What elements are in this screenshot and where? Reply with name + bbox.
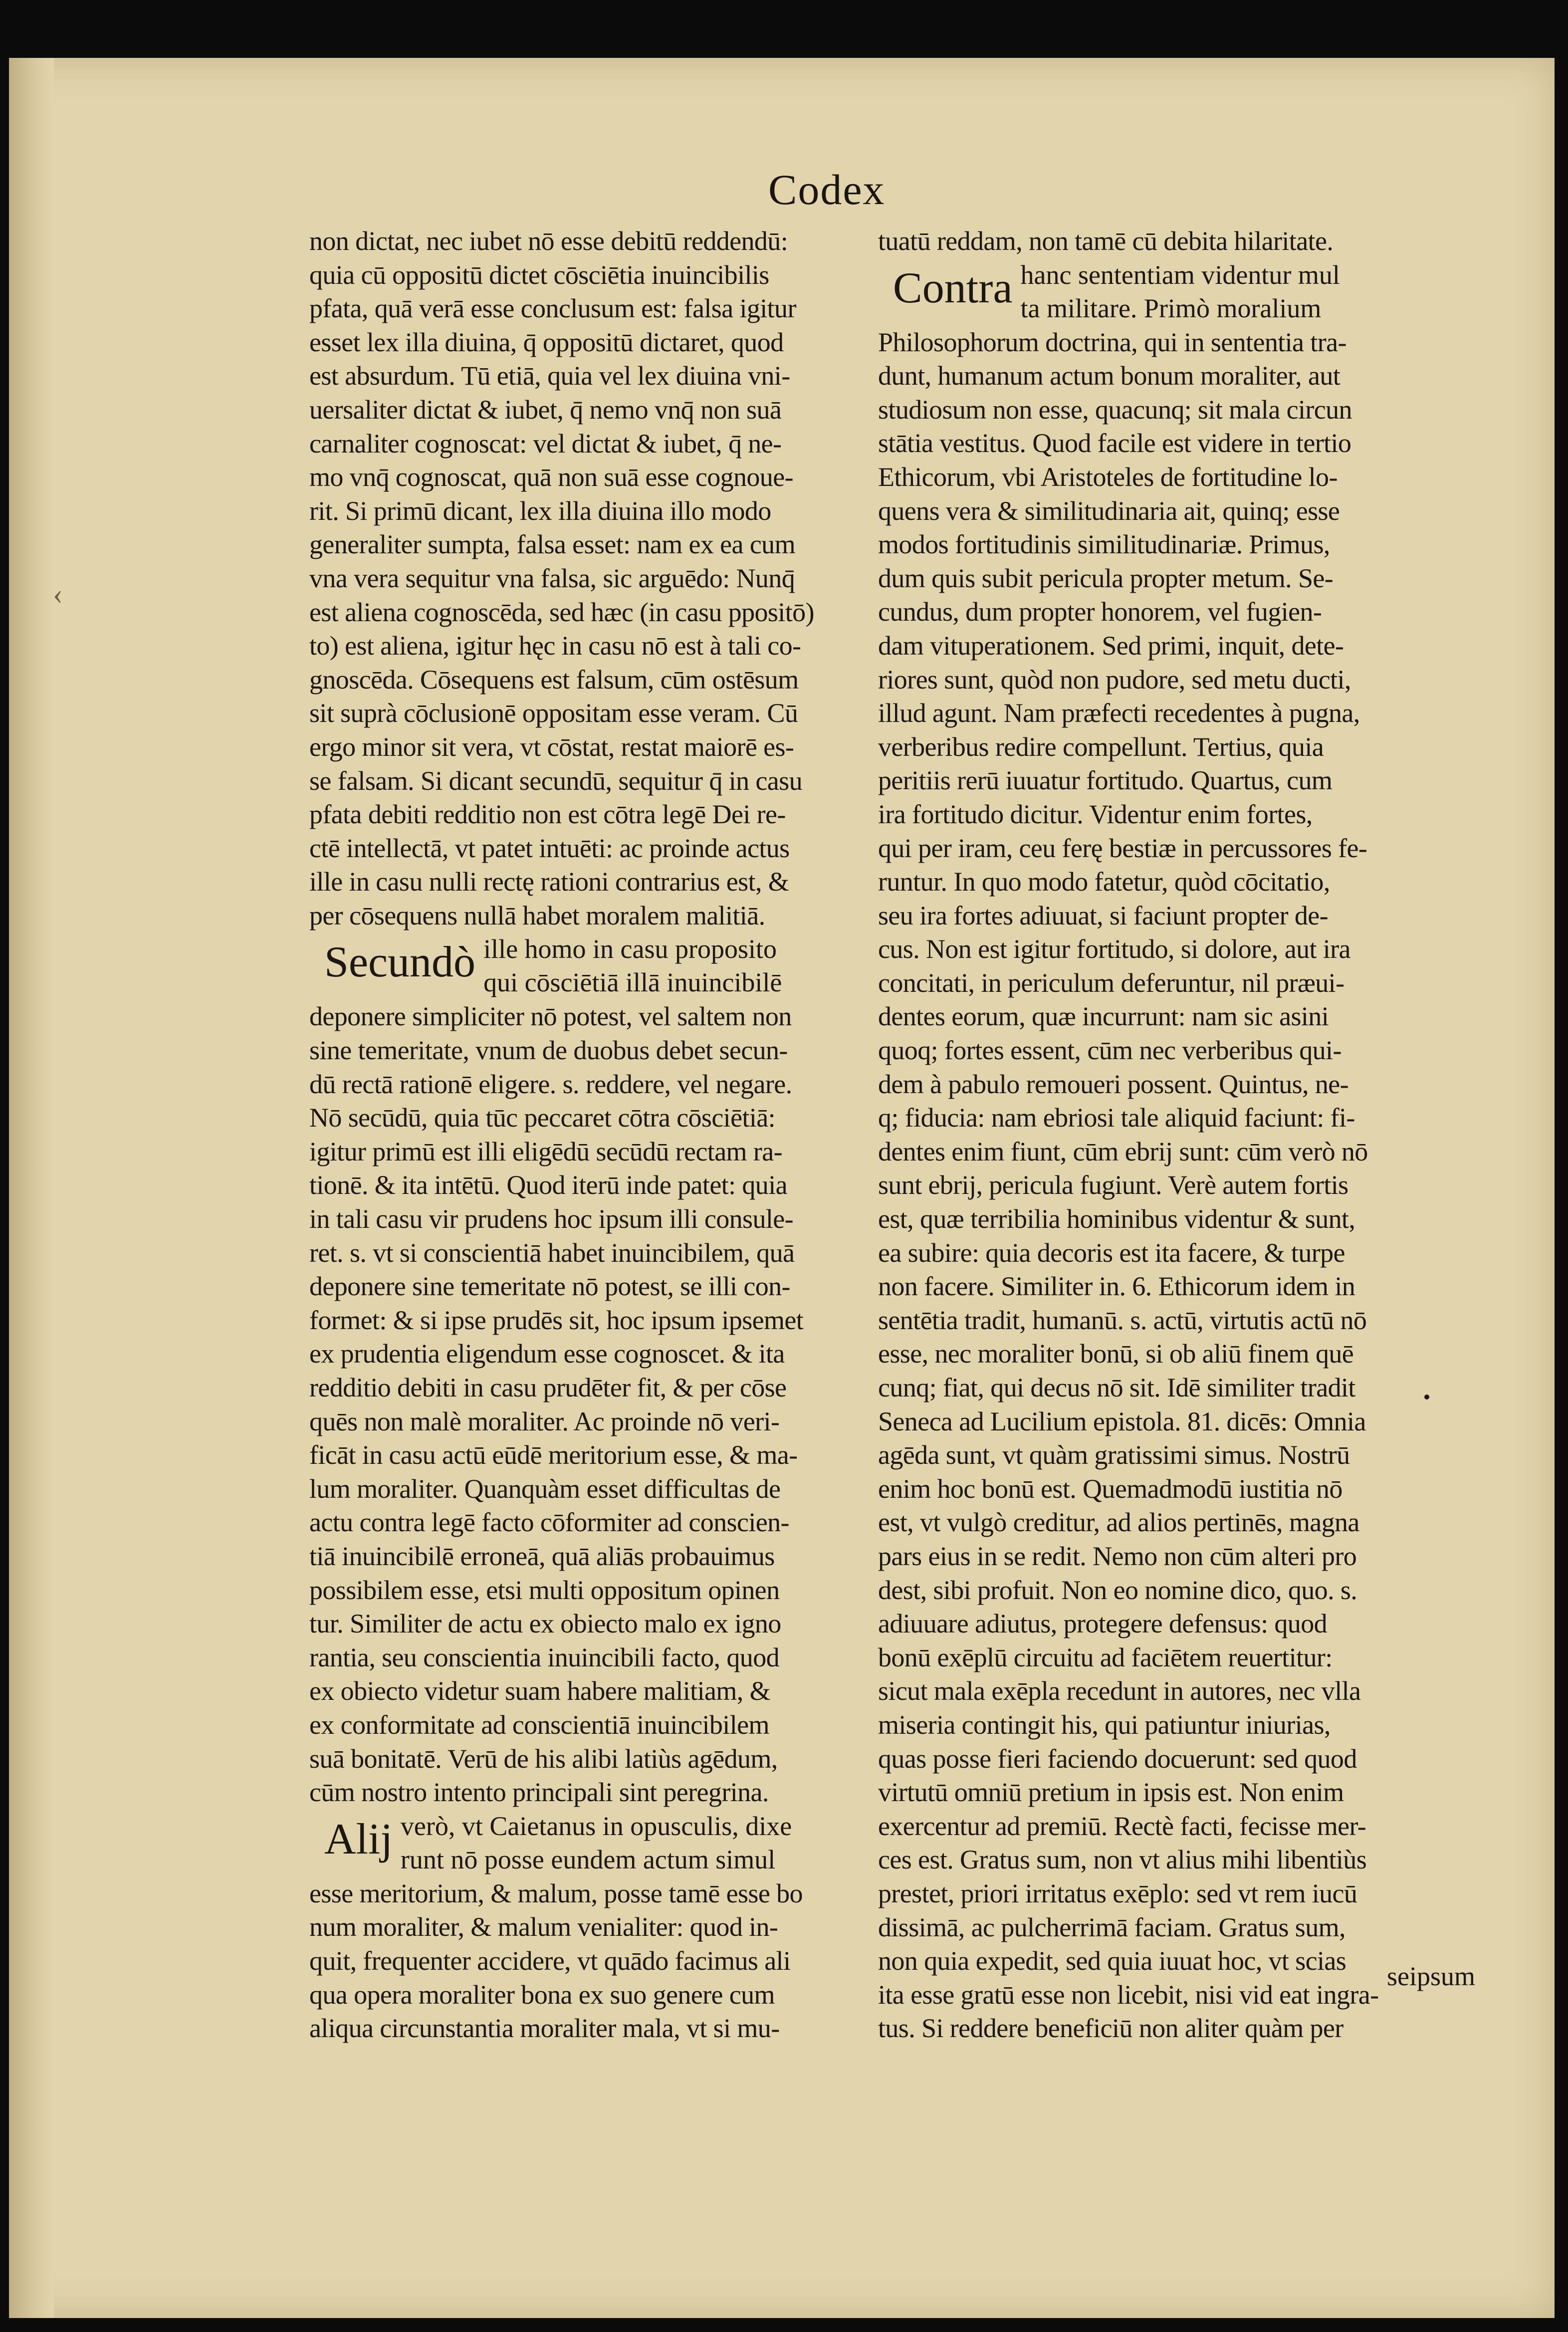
catchword: seipsum (1387, 1961, 1476, 1991)
text-line: pars eius in se redit. Nemo non cūm alteri pro (878, 1541, 1357, 1571)
text-line: virtutū omniū pretium in ipsis est. Non enim (878, 1777, 1344, 1808)
text-line: vna vera sequitur vna falsa, sic arguēdo: Nunq̄ (309, 563, 795, 593)
text-line: sunt ebrij, pericula fugiunt. Verè autem fortis (878, 1170, 1348, 1200)
text-line: tiā inuincibilē erroneā, quā aliās probauimus (309, 1541, 775, 1571)
text-line: ergo minor sit vera, vt cōstat, restat maiorē es- (309, 731, 794, 762)
text-line: to) est aliena, igitur hęc in casu nō est à tali co- (309, 631, 801, 661)
text-line: pfata, quā verā esse conclusum est: falsa igitur (309, 293, 796, 324)
text-line: redditio debiti in casu prudēter fit, & per cōse (309, 1373, 787, 1402)
text-line: quia cū oppositū dictet cōsciētia inuincibilis (309, 259, 769, 290)
text-line: dissimā, ac pulcherrimā faciam. Gratus sum, (878, 1912, 1345, 1942)
text-line: adiuuare adiutus, protegere defensus: quod (878, 1609, 1327, 1639)
text-line: ira fortitudo dicitur. Videntur enim fortes, (878, 799, 1313, 829)
text-line: cūm nostro intento principali sint peregrina. (309, 1777, 769, 1808)
text-line: miseria contingit his, qui patiuntur iniurias, (878, 1709, 1331, 1740)
text-line: ex obiecto videtur suam habere malitiam, & (309, 1676, 770, 1706)
text-line: num moraliter, & malum venialiter: quod in- (309, 1912, 778, 1942)
text-line: esse, nec moraliter bonū, si ob aliū finem quē (878, 1339, 1354, 1369)
text-line: ea subire: quia decoris est ita facere, & turpe (878, 1237, 1345, 1268)
text-line: bonū exēplū circuitu ad faciētem reuertitur: (878, 1642, 1333, 1672)
text-line: peritiis rerū iuuatur fortitudo. Quartus, cum (878, 765, 1333, 796)
text-line: quit, frequenter accidere, vt quādo facimus ali (309, 1945, 791, 1976)
text-line: dam vituperationem. Sed primi, inquit, dete- (878, 630, 1344, 661)
text-line: studiosum non esse, quacunq; sit mala circun (878, 394, 1352, 425)
text-line: exercentur ad premiū. Rectè facti, fecisse mer- (878, 1811, 1366, 1841)
text-line: deponere simpliciter nō potest, vel saltem non (309, 1001, 792, 1032)
text-line: illud agunt. Nam præfecti recedentes à pugna, (878, 698, 1360, 728)
text-line: verberibus redire compellunt. Tertius, quia (878, 731, 1324, 762)
text-line: cunq; fiat, qui decus nō sit. Idē similiter tradit (878, 1373, 1355, 1402)
text-line: ctē intellectā, vt patet intuēti: ac proinde actus (309, 833, 790, 863)
text-line: ta militare. Primò moralium (1020, 293, 1322, 323)
text-line: tionē. & ita intētū. Quod iterū inde patet: quia (309, 1170, 787, 1200)
text-line: deponere sine temeritate nō potest, se illi con- (309, 1271, 790, 1302)
text-line: pfata debiti redditio non est cōtra legē Dei re- (309, 799, 786, 830)
text-line: actu contra legē facto cōformiter ad conscien- (309, 1507, 789, 1538)
text-line: dunt, humanum actum bonum moraliter, aut (878, 361, 1341, 391)
text-line: esse meritorium, & malum, posse tamē esse bo (309, 1878, 803, 1908)
text-line: q; fiducia: nam ebriosi tale aliquid faciunt: fi- (878, 1103, 1355, 1133)
text-line: verò, vt Caietanus in opusculis, dixe (400, 1811, 792, 1841)
text-line: ex conformitate ad conscientiā inuincibilem (309, 1709, 769, 1740)
right-column (878, 225, 1442, 2046)
text-line: ille in casu nulli rectę rationi contrarius est, & (309, 867, 789, 897)
initial-text (483, 933, 782, 999)
text-line: qui per iram, ceu ferę bestiæ in percussores fe- (878, 833, 1367, 863)
text-line: ret. s. vt si conscientiā habet inuincibilem, quā (309, 1237, 795, 1268)
text-line: carnaliter cognoscat: vel dictat & iubet, q̄ ne- (309, 428, 782, 459)
text-line: Ethicorum, vbi Aristoteles de fortitudine lo- (878, 462, 1338, 492)
initial-secundo (309, 933, 843, 1000)
text-line: uersaliter dictat & iubet, q̄ nemo vnq̄ non suā (309, 394, 782, 425)
text-line: est, quæ terribilia hominibus videntur & sunt, (878, 1204, 1355, 1234)
text-line: qua opera moraliter bona ex suo genere cum (309, 1979, 775, 2010)
text-line: quens vera & similitudinaria ait, quinq; esse (878, 495, 1340, 526)
text-line: cus. Non est igitur fortitudo, si dolore, aut ira (878, 934, 1350, 964)
text-line: rit. Si primū dicant, lex illa diuina illo modo (309, 495, 771, 526)
text-line: qui cōsciētiā illā inuincibilē (483, 967, 782, 998)
margin-mark: ‹ (53, 577, 63, 610)
text-line: rantia, seu conscientia inuincibili facto, quod (309, 1642, 780, 1672)
left-column-block-a (309, 225, 843, 933)
text-line: ille homo in casu proposito (483, 934, 777, 964)
text-line: quoq; fortes essent, cūm nec verberibus qui- (878, 1035, 1342, 1066)
initial-text (1021, 258, 1340, 325)
text-line: se falsam. Si dicant secundū, sequitur q̄ in casu (309, 765, 802, 796)
text-line: sicut mala exēpla recedunt in autores, nec vlla (878, 1676, 1361, 1706)
left-column-block-b (309, 1000, 843, 1809)
text-line: cundus, dum propter honorem, vel fugien- (878, 597, 1322, 627)
text-line: aliqua circunstantia moraliter mala, vt si mu- (309, 2013, 780, 2044)
text-line: ces est. Gratus sum, non vt alius mihi libentiùs (878, 1845, 1367, 1875)
text-line: formet: & si ipse prudēs sit, hoc ipsum ipsemet (309, 1305, 804, 1335)
running-head: Codex (768, 166, 886, 214)
text-line: suā bonitatē. Verū de his alibi latiùs agēdum, (309, 1743, 778, 1774)
text-line: dest, sibi profuit. Non eo nomine dico, quo. s. (878, 1575, 1357, 1605)
left-column (309, 225, 843, 2046)
text-line: dentes eorum, quæ incurrunt: nam sic asini (878, 1001, 1329, 1032)
text-line: Philosophorum doctrina, qui in sententia tra- (878, 327, 1346, 357)
text-line: sit suprà cōclusionē oppositam esse veram. Cū (309, 698, 798, 728)
text-line: dentes enim fiunt, cūm ebrij sunt: cūm verò nō (878, 1136, 1368, 1166)
text-line: quas posse fieri faciendo docuerunt: sed quod (878, 1743, 1357, 1774)
text-line: non facere. Similiter in. 6. Ethicorum idem in (878, 1271, 1355, 1302)
text-line: runt nō posse eundem actum simul (400, 1844, 776, 1874)
text-line: ficāt in casu actū eūdē meritorium esse, & ma- (309, 1440, 798, 1470)
text-line: ex prudentia eligendum esse cognoscet. & ita (309, 1339, 785, 1369)
text-line: gnoscēda. Cōsequens est falsum, cūm ostēsum (309, 664, 799, 695)
text-line: est aliena cognoscēda, sed hæc (in casu ppositō) (309, 597, 814, 627)
page-edge-shadow (9, 58, 54, 2318)
ink-dot (1424, 1395, 1429, 1399)
text-line: sine temeritate, vnum de duobus debet secun- (309, 1035, 788, 1066)
initial-word: Secundò (324, 938, 476, 987)
initial-word: Alij (324, 1815, 393, 1864)
text-line: esset lex illa diuina, q̄ oppositū dictaret, quod (309, 327, 784, 357)
text-line: dū rectā rationē eligere. s. reddere, vel negare. (309, 1069, 792, 1099)
text-line: hanc sententiam videntur mul (1020, 259, 1340, 290)
text-line: ita esse gratū esse non licebit, nisi vid eat ingra- (878, 1979, 1379, 2010)
text-line: dum quis subit pericula propter metum. Se- (878, 563, 1334, 593)
text-line: generaliter sumpta, falsa esset: nam ex ea cum (309, 529, 795, 560)
text-line: riores sunt, quòd non pudore, sed metu ducti, (878, 664, 1351, 695)
text-line: sentētia tradit, humanū. s. actū, virtutis actū nō (878, 1305, 1367, 1335)
text-line: concitati, in periculum deferuntur, nil præui- (878, 967, 1344, 998)
text-line: mo vnq̄ cognoscat, quā non suā esse cognoue- (309, 462, 793, 492)
right-column-block (878, 326, 1442, 2046)
initial-word: Contra (893, 263, 1013, 312)
text-line: agēda sunt, vt quàm gratissimi simus. Nostrū (878, 1440, 1350, 1470)
text-line: enim hoc bonū est. Quemadmodū iustitia nō (878, 1473, 1343, 1504)
text-line: dem à pabulo remoueri possent. Quintus, ne- (878, 1069, 1348, 1099)
text-line: tuatū reddam, non tamē cū debita hilaritate. (878, 226, 1334, 256)
text-line: prestet, priori irritatus exēplo: sed vt rem iucū (878, 1878, 1357, 1908)
initial-contra (878, 258, 1442, 326)
text-line: per cōsequens nullā habet moralem malitiā. (309, 900, 765, 931)
text-line: quēs non malè moraliter. Ac proinde nō veri- (309, 1406, 780, 1436)
initial-alij (309, 1810, 843, 1877)
text-line: modos fortitudinis similitudinariæ. Primus, (878, 529, 1330, 560)
text-line: Nō secūdū, quia tūc peccaret cōtra cōsciētiā: (309, 1103, 776, 1133)
text-line: non quia expedit, sed quia iuuat hoc, vt scias (878, 1946, 1346, 1976)
text-line: lum moraliter. Quanquàm esset difficultas de (309, 1473, 781, 1504)
text-line: non dictat, nec iubet nō esse debitū reddendū: (309, 226, 788, 256)
text-line: est, vt vulgò creditur, ad alios pertinēs, magna (878, 1507, 1359, 1538)
text-line: est absurdum. Tū etiā, quia vel lex diuina vni- (309, 361, 790, 391)
left-column-block-c (309, 1877, 843, 2046)
text-line: tus. Si reddere beneficiū non aliter quàm per (878, 2013, 1344, 2044)
text-line: igitur primū est illi eligēdū secūdū rectam ra- (309, 1136, 782, 1166)
text-line: seu ira fortes adiuuat, si faciunt propter de- (878, 900, 1329, 931)
text-line: stātia vestitus. Quod facile est videre in tertio (878, 428, 1351, 459)
text-line: possibilem esse, etsi multi oppositum opinen (309, 1575, 780, 1605)
text-line: Seneca ad Lucilium epistola. 81. dicēs: Omnia (878, 1406, 1366, 1436)
text-line: runtur. In quo modo fatetur, quòd cōcitatio, (878, 867, 1330, 897)
text-line: in tali casu vir prudens hoc ipsum illi consule- (309, 1204, 794, 1234)
initial-text (401, 1810, 792, 1876)
text-line: tur. Similiter de actu ex obiecto malo ex igno (309, 1609, 781, 1639)
